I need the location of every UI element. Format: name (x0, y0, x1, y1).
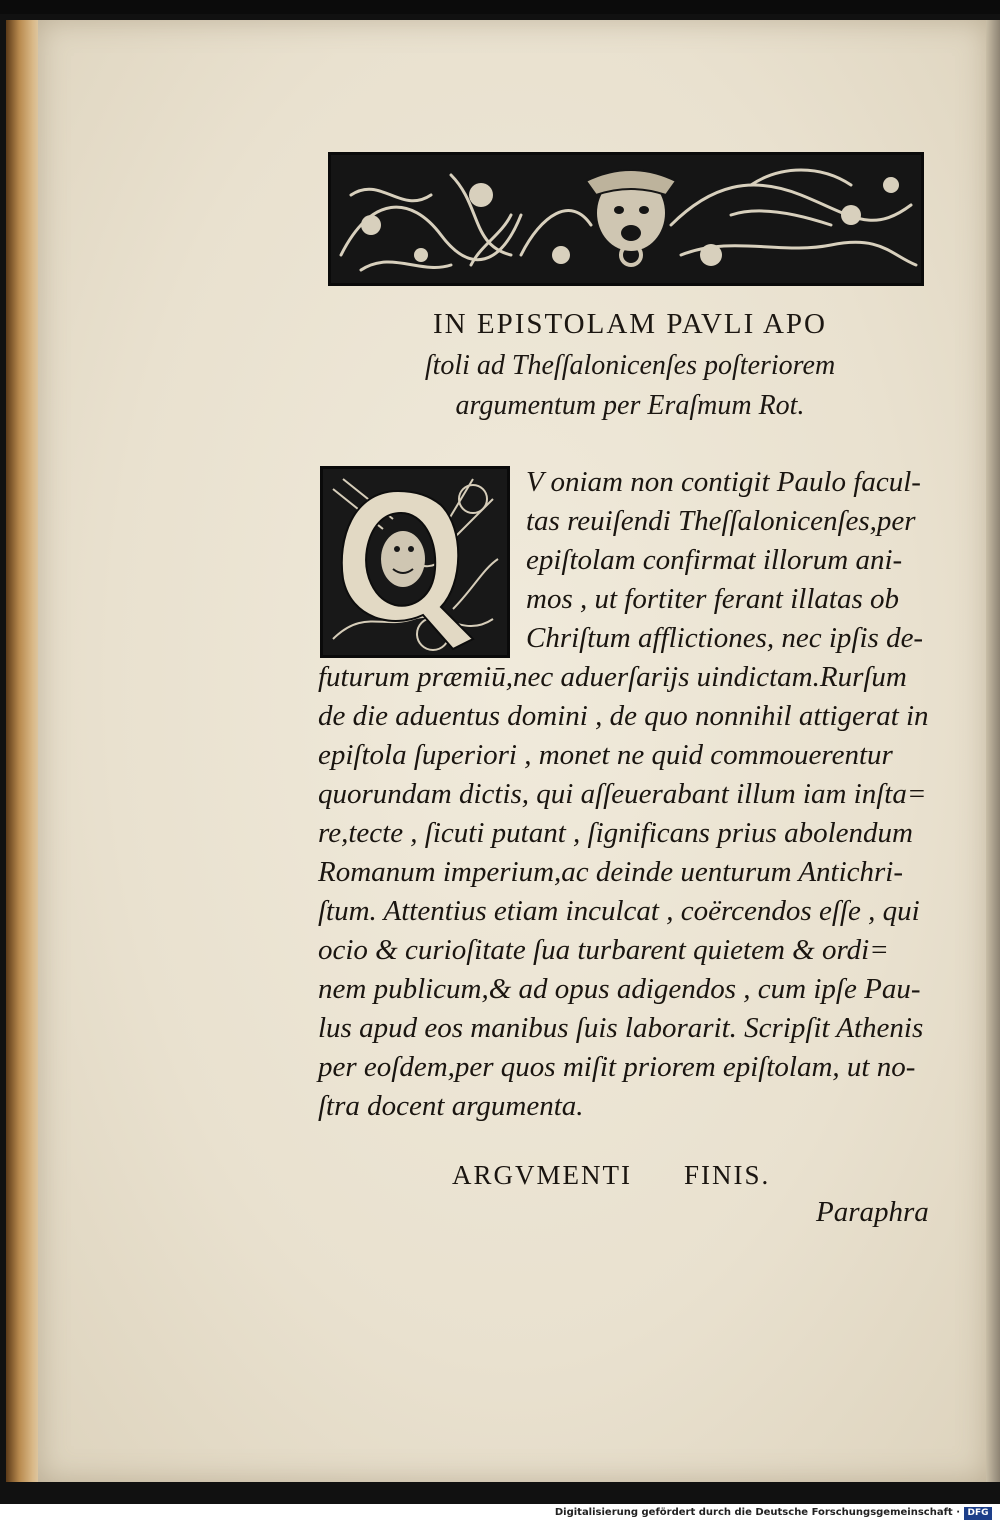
body-line: per eoſdem,per quos miſit priorem epiſtolam, ut no- (318, 1051, 916, 1083)
body-line: Chriſtum afflictiones, nec ipſis de- (526, 622, 924, 654)
title-line-2: ſtoli ad Theſſalonicenſes poſteriorem (424, 350, 836, 381)
dfg-logo-icon[interactable]: DFG (964, 1507, 992, 1520)
body-line: epiſtola ſuperiori , monet ne quid commouerentur (318, 739, 893, 771)
body-line: mos , ut fortiter ferant illatas ob (526, 583, 899, 615)
woodcut-headpiece-icon (328, 152, 924, 286)
digitization-footer (0, 1504, 1000, 1524)
body-line: ſtum. Attentius etiam inculcat , coërcendos eſſe , qui (318, 895, 920, 927)
body-line: nem publicum,& ad opus adigendos , cum ipſe Pau- (318, 973, 921, 1005)
body-line: quorundam dictis, qui aſſeuerabant illum iam inſta= (318, 778, 927, 810)
body-line: ſtra docent argumenta. (318, 1090, 584, 1122)
body-line: V oniam non contigit Paulo facul- (526, 466, 921, 498)
catchword: Paraphra (816, 1196, 929, 1228)
page-right-edge (986, 20, 1000, 1482)
body-line: tas reuiſendi Theſſalonicenſes,per (526, 505, 916, 537)
body-line: de die aduentus domini , de quo nonnihil attigerat in (318, 700, 929, 732)
body-line: epiſtolam confirmat illorum ani- (526, 544, 903, 576)
body-line: ocio & curioſitate ſua turbarent quietem & ordi= (318, 934, 889, 966)
explicit-word: FINIS. (684, 1160, 771, 1190)
body-line: futurum præmiū,nec aduerſarijs uindictam.Rurſum (318, 661, 907, 693)
body-line: lus apud eos manibus ſuis laborarit. Scripſit Athenis (318, 1012, 924, 1044)
woodcut-initial-q-icon (320, 466, 510, 658)
footer-credit: Digitalisierung gefördert durch die Deutsche Forschungsgemeinschaft · (554, 1507, 960, 1518)
explicit-line (452, 1160, 770, 1191)
body-line: Romanum imperium,ac deinde uenturum Antichri- (318, 856, 904, 888)
title-line-1: IN EPISTOLAM PAVLI APO (433, 308, 827, 340)
explicit-word: ARGVMENTI (452, 1160, 632, 1190)
body-line: re,tecte , ſicuti putant , ſignificans prius abolendum (318, 817, 913, 849)
title-line-3: argumentum per Eraſmum Rot. (455, 390, 805, 421)
